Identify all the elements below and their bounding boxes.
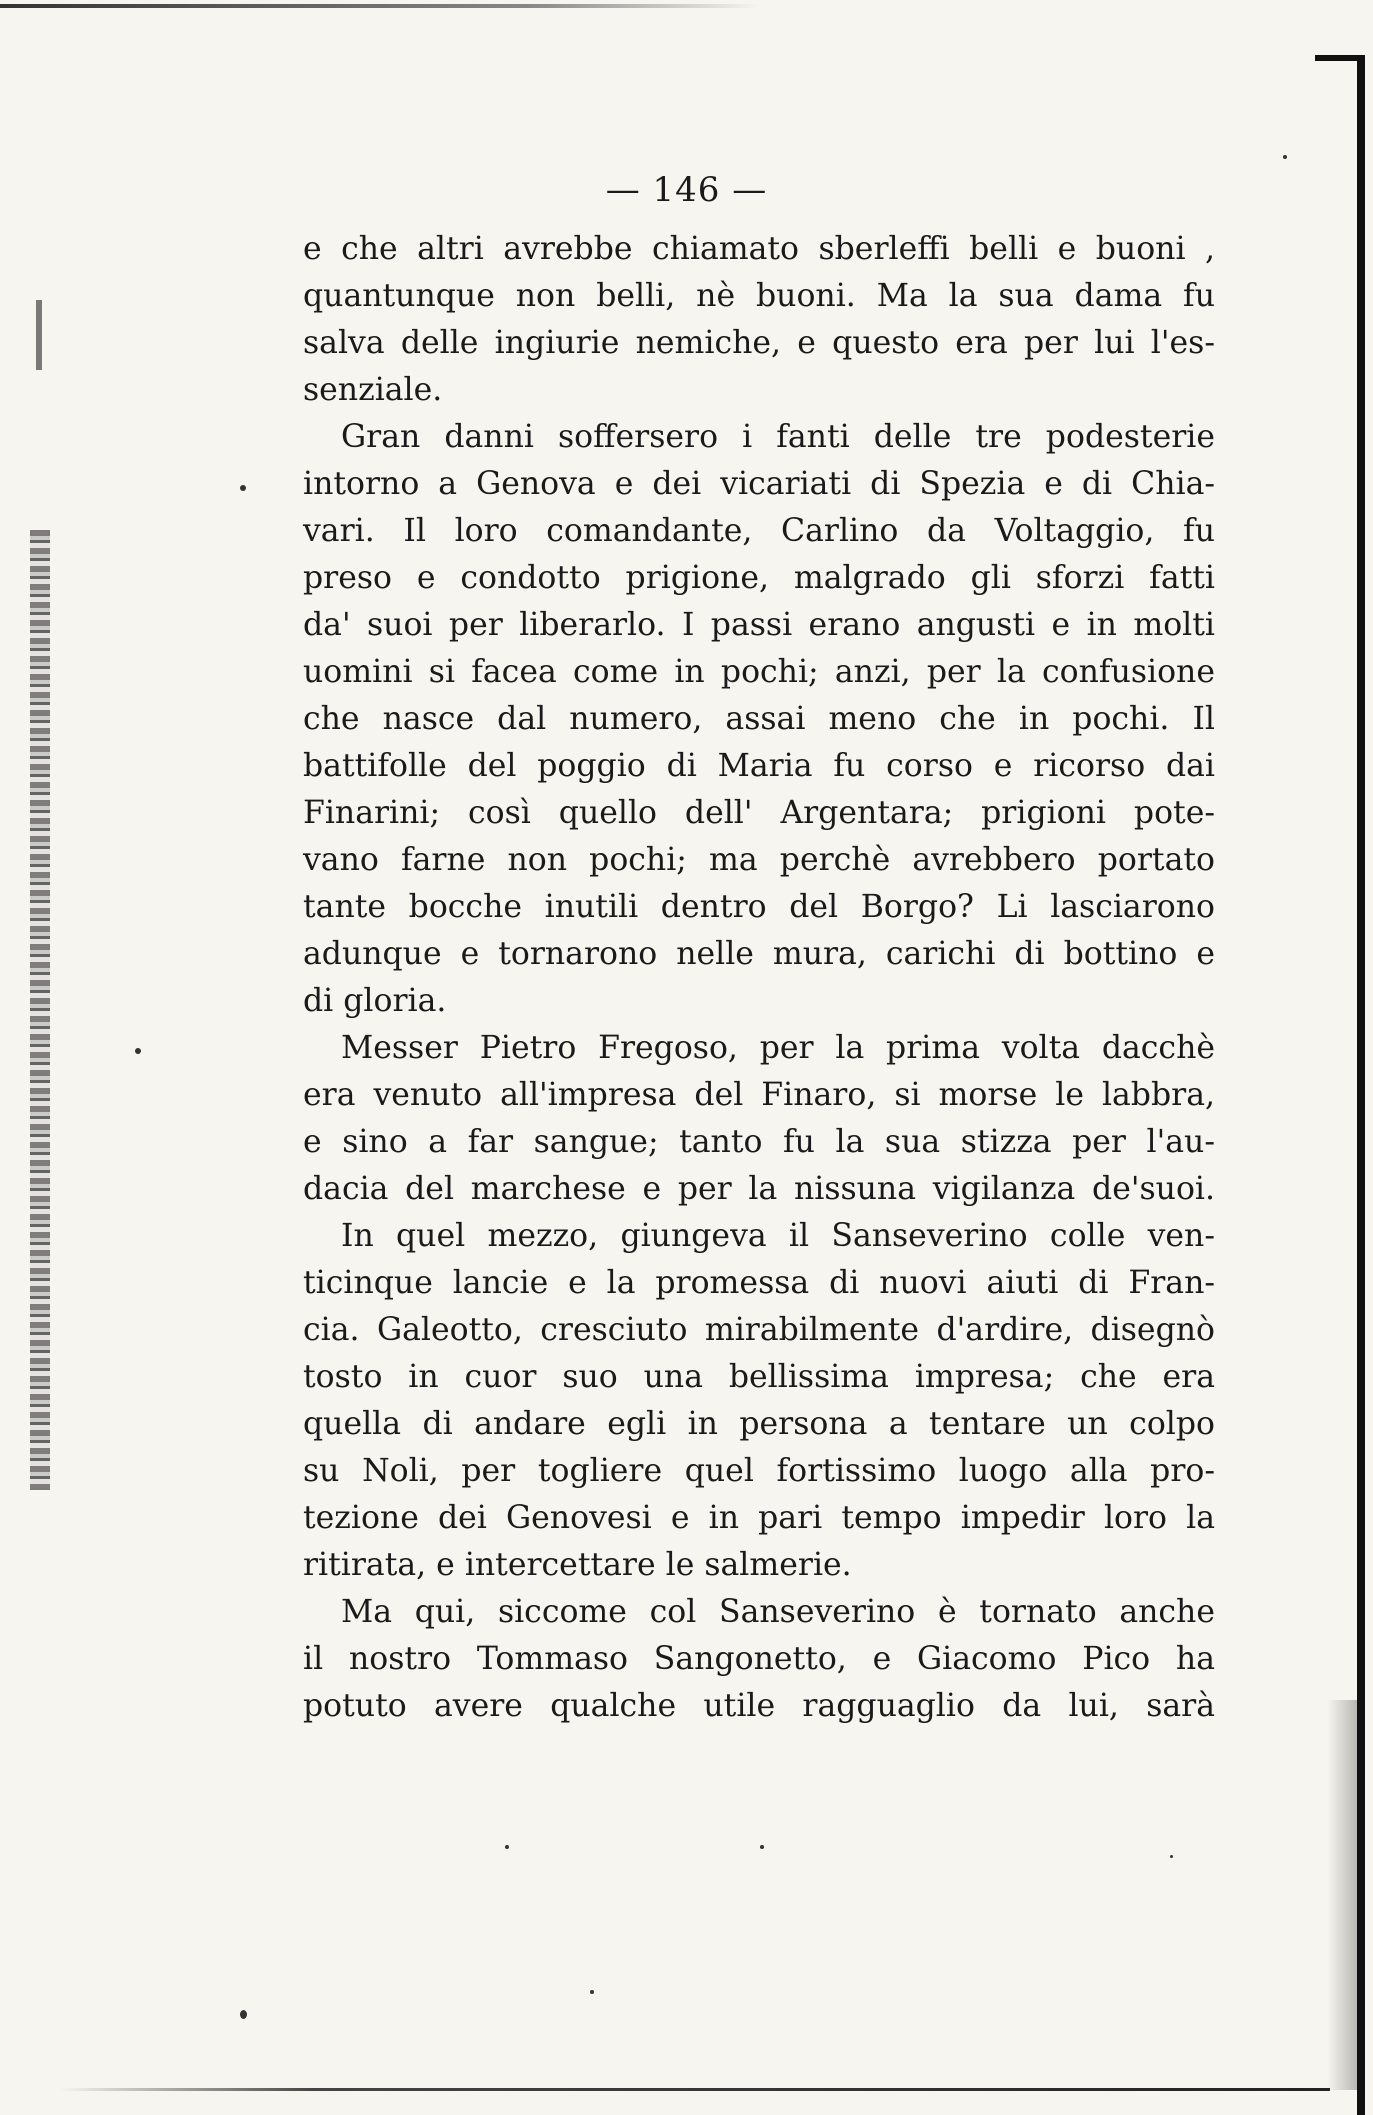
scan-speck — [1283, 155, 1287, 159]
scan-speck — [135, 1048, 141, 1054]
text-line: tosto in cuor suo una bellissima impresa; che era — [303, 1359, 1215, 1395]
text-line: Gran danni soffersero i fanti delle tre podesterie — [341, 419, 1215, 455]
text-line: intorno a Genova e dei vicariati di Spezia e di Chia- — [303, 466, 1215, 502]
text-line: salva delle ingiurie nemiche, e questo era per lui l'es- — [303, 325, 1215, 361]
scan-speck — [1170, 1855, 1173, 1858]
text-line: e che altri avrebbe chiamato sberleffi belli e buoni , — [303, 231, 1215, 267]
text-line: senziale. — [303, 372, 443, 408]
text-line: dacia del marchese e per la nissuna vigilanza de'suoi. — [303, 1171, 1215, 1207]
scan-speck — [505, 1845, 509, 1849]
text-line: quella di andare egli in persona a tentare un colpo — [303, 1406, 1215, 1442]
scan-bottom-edge — [60, 2088, 1330, 2091]
text-line: battifolle del poggio di Maria fu corso e ricorso dai — [303, 748, 1215, 784]
text-line: Messer Pietro Fregoso, per la prima volta dacchè — [341, 1030, 1215, 1066]
text-line: uomini si facea come in pochi; anzi, per la confusione — [303, 654, 1215, 690]
text-line: adunque e tornarono nelle mura, carichi di bottino e — [303, 936, 1215, 972]
scan-speck — [240, 2010, 247, 2019]
text-line: ritirata, e intercettare le salmerie. — [303, 1547, 852, 1583]
scan-top-edge — [0, 4, 760, 8]
scan-right-edge — [1357, 55, 1365, 2115]
text-line: potuto avere qualche utile ragguaglio da lui, sarà — [303, 1688, 1215, 1724]
body-text — [303, 226, 1215, 1730]
text-line: e sino a far sangue; tanto fu la sua stizza per l'au- — [303, 1124, 1215, 1160]
scan-speck — [760, 1845, 764, 1849]
scan-binding-edge — [30, 530, 50, 1490]
text-line: su Noli, per togliere quel fortissimo luogo alla pro- — [303, 1453, 1215, 1489]
text-line: ticinque lancie e la promessa di nuovi aiuti di Fran- — [303, 1265, 1215, 1301]
scan-binding-mark-top — [36, 300, 42, 370]
page-number: — 146 — — [605, 170, 768, 210]
text-line: il nostro Tommaso Sangonetto, e Giacomo Pico ha — [303, 1641, 1215, 1677]
text-line: era venuto all'impresa del Finaro, si morse le labbra, — [303, 1077, 1215, 1113]
text-line: In quel mezzo, giungeva il Sanseverino colle ven- — [341, 1218, 1215, 1254]
text-line: quantunque non belli, nè buoni. Ma la sua dama fu — [303, 278, 1215, 314]
text-line: Ma qui, siccome col Sanseverino è tornato anche — [341, 1594, 1215, 1630]
text-line: tante bocche inutili dentro del Borgo? Li lasciarono — [303, 889, 1215, 925]
text-line: da' suoi per liberarlo. I passi erano angusti e in molti — [303, 607, 1215, 643]
text-line: Finarini; così quello dell' Argentara; prigioni pote- — [303, 795, 1215, 831]
scan-speck — [240, 485, 246, 491]
text-line: di gloria. — [303, 983, 447, 1019]
text-line: preso e condotto prigione, malgrado gli sforzi fatti — [303, 560, 1215, 596]
scan-speck — [590, 1990, 594, 1994]
text-line: che nasce dal numero, assai meno che in pochi. Il — [303, 701, 1215, 737]
text-line: tezione dei Genovesi e in pari tempo impedir loro la — [303, 1500, 1215, 1536]
text-line: vari. Il loro comandante, Carlino da Voltaggio, fu — [303, 513, 1215, 549]
scan-right-shadow — [1327, 1700, 1357, 2090]
text-line: cia. Galeotto, cresciuto mirabilmente d'ardire, disegnò — [303, 1312, 1215, 1348]
text-line: vano farne non pochi; ma perchè avrebbero portato — [303, 842, 1215, 878]
